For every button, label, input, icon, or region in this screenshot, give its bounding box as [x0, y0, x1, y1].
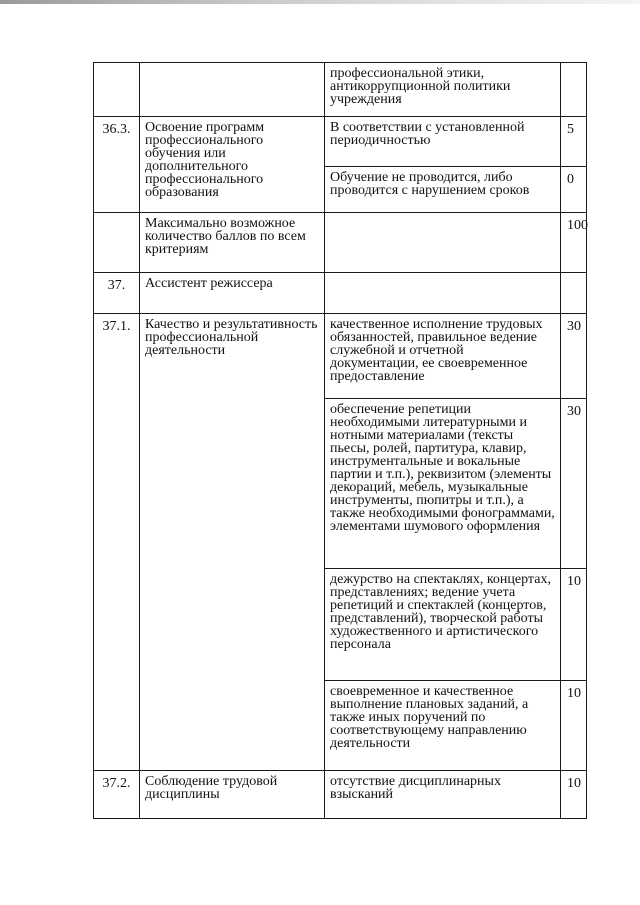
criterion-name: [140, 63, 325, 117]
table-row: [94, 213, 587, 273]
criterion-condition: [325, 213, 561, 273]
criterion-score: [561, 273, 587, 314]
criterion-score: 10: [561, 771, 587, 819]
criterion-name: Соблюдение трудовой дисциплины: [140, 771, 325, 819]
table-row: [94, 117, 587, 167]
criterion-condition: В соответствии с установленной периодичностью: [325, 117, 561, 167]
table-row: [94, 314, 587, 399]
criteria-table: [93, 62, 587, 819]
criterion-score: 0: [561, 167, 587, 213]
criterion-score: 10: [561, 569, 587, 681]
row-number: [94, 213, 140, 273]
criterion-score: 100: [561, 213, 587, 273]
table-row: [94, 63, 587, 117]
row-number: 37.: [94, 273, 140, 314]
criterion-condition: Обучение не проводится, либо проводится с нарушением сроков: [325, 167, 561, 213]
criterion-score: [561, 63, 587, 117]
row-number: [94, 63, 140, 117]
criterion-name: Качество и результативность профессиональной деятельности: [140, 314, 325, 771]
row-number: 36.3.: [94, 117, 140, 213]
criterion-condition: качественное исполнение трудовых обязанностей, правильное ведение служебной и отчетной документации, ее своевременное предоставление: [325, 314, 561, 399]
criterion-name: Ассистент режиссера: [140, 273, 325, 314]
criterion-condition: профессиональной этики, антикоррупционной политики учреждения: [325, 63, 561, 117]
table-row: [94, 771, 587, 819]
criterion-name: Освоение программ профессионального обучения или дополнительного профессионального образования: [140, 117, 325, 213]
criterion-condition: [325, 273, 561, 314]
criterion-score: 30: [561, 314, 587, 399]
criterion-score: 5: [561, 117, 587, 167]
criterion-score: 10: [561, 681, 587, 771]
criterion-condition: отсутствие дисциплинарных взысканий: [325, 771, 561, 819]
criterion-condition: обеспечение репетиции необходимыми литературными и нотными материалами (тексты пьесы, ролей, партитура, клавир, инструментальные и вокальные партии и т.п.), реквизитом (элементы декораций, мебель, музыкальные инструменты, пюпитры и т.п.), а также необходимыми фонограммами, элементами шумового оформления: [325, 399, 561, 569]
scan-edge: [0, 0, 640, 4]
criterion-condition: дежурство на спектаклях, концертах, представлениях; ведение учета репетиций и спектаклей (концертов, представлений), творческой работы художественного и артистического персонала: [325, 569, 561, 681]
criterion-score: 30: [561, 399, 587, 569]
criterion-condition: своевременное и качественное выполнение плановых заданий, а также иных поручений по соответствующему направлению деятельности: [325, 681, 561, 771]
criterion-name: Максимально возможное количество баллов по всем критериям: [140, 213, 325, 273]
row-number: 37.2.: [94, 771, 140, 819]
row-number: 37.1.: [94, 314, 140, 771]
table-row: [94, 273, 587, 314]
